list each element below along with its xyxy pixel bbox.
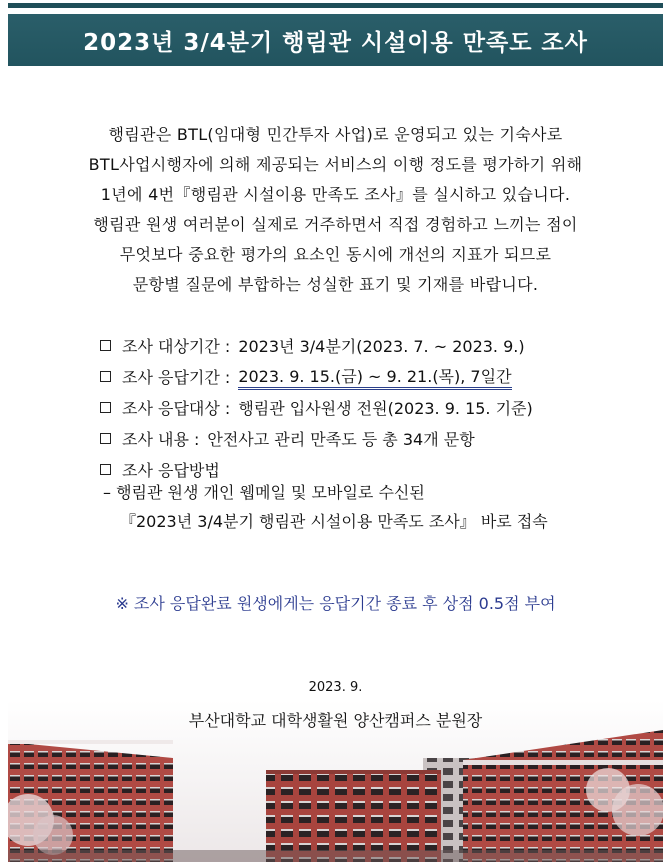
detail-item-contents [100,423,533,454]
detail-item-target-period [100,330,533,361]
checkbox-bullet-icon [100,402,111,413]
checkbox-bullet-icon [100,340,111,351]
detail-label: 조사 응답대상 : [122,399,231,418]
header-top-rule [8,3,663,8]
title-banner [8,14,663,66]
detail-value: 행림관 입사원생 전원(2023. 9. 15. 기준) [238,399,533,418]
method-line: 『2023년 3/4분기 행림관 시설이용 만족도 조사』 바로 접속 [120,512,548,531]
intro-paragraph [20,120,651,300]
detail-value: 안전사고 관리 만족도 등 총 34개 문항 [207,430,475,449]
reward-notice: ※ 조사 응답완료 원생에게는 응답기간 종료 후 상점 0.5점 부여 [115,594,556,613]
detail-label: 조사 응답기간 : [122,368,231,387]
method-line: – 행림관 원생 개인 웹메일 및 모바일로 수신된 [103,483,425,502]
checkbox-bullet-icon [100,371,111,382]
detail-label: 조사 응답방법 [122,461,220,480]
checkbox-bullet-icon [100,464,111,475]
detail-label: 조사 내용 : [122,430,200,449]
intro-line: 행림관은 BTL(임대형 민간투자 사업)로 운영되고 있는 기숙사로 [108,125,563,144]
detail-label: 조사 대상기간 : [122,337,231,356]
intro-line: 문항별 질문에 부합하는 성실한 표기 및 기재를 바랍니다. [132,275,539,294]
detail-value: 2023년 3/4분기(2023. 7. ~ 2023. 9.) [238,337,525,356]
response-method-description [103,478,548,536]
page-title: 2023년 3/4분기 행림관 시설이용 만족도 조사 [83,29,588,56]
intro-line: 1년에 4번『행림관 시설이용 만족도 조사』를 실시하고 있습니다. [100,185,571,204]
issuer-signature: 부산대학교 대학생활원 양산캠퍼스 분원장 [188,711,483,730]
detail-item-response-period [100,361,533,392]
intro-line: 행림관 원생 여러분이 실제로 거주하면서 직접 경험하고 느끼는 점이 [93,215,578,234]
checkbox-bullet-icon [100,433,111,444]
issue-date: 2023. 9. [308,680,363,695]
survey-details-list [100,330,533,485]
intro-line: BTL사업시행자에 의해 제공되는 서비스의 이행 정도를 평가하기 위해 [88,155,583,174]
detail-item-respondents [100,392,533,423]
intro-line: 무엇보다 중요한 평가의 요소인 동시에 개선의 지표가 되므로 [119,245,552,264]
detail-value-highlighted: 2023. 9. 15.(금) ~ 9. 21.(목), 7일간 [238,364,511,390]
